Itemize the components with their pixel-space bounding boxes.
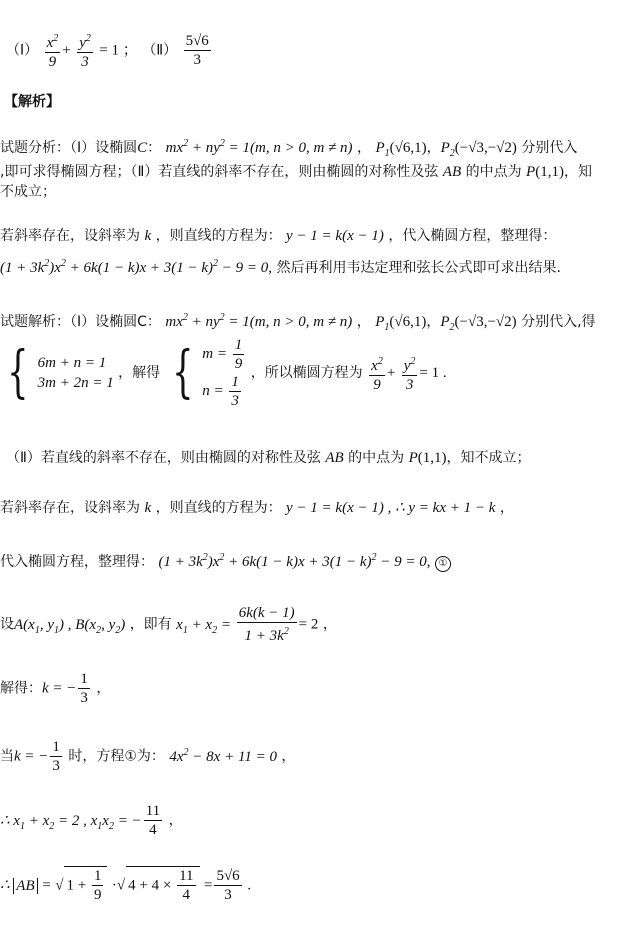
equation-tail: = 1 ； [99, 42, 138, 59]
solution-line-10: ∴ AB = √ 1 + $\frac{1}{9}$ ·√ 4 + 4 × $\frac{11}{4}$ = $\frac{5√6}{3}$ . [0, 868, 252, 903]
solution-line-6: 设$A(x_1$, $y_1$) , $B(x_2$, $y_2$) ，即有 $x_1 + x_2$ = $\frac{6k(k - 1)}{1 + 3k^2}$ = 2 ， [0, 605, 337, 644]
solution-line-8: 当k = − $\frac{1}{3}$ 时，方程①为： $4x^2 - 8x + 11 = 0$ ， [0, 739, 296, 774]
solution-line-7: 解得：k = − $\frac{1}{3}$ ， [0, 671, 111, 706]
solution-line-3: （Ⅱ）若直线的斜率不存在，则由椭圆的对称性及弦 AB 的中点为 P(1,1)，知不成立； [6, 450, 531, 466]
analysis-line-4: 若斜率存在，设斜率为 k ，则直线的方程为： y − 1 = k(x − 1) ，代入椭圆方程，整理得： [0, 228, 557, 244]
part2-label: （Ⅱ） [142, 42, 178, 59]
answer-fraction: $\frac{5√6}{3}$ [185, 33, 209, 68]
analysis-line-3: 不成立； [0, 184, 56, 200]
part1-label: （Ⅰ） [6, 42, 39, 59]
fraction: $\frac{y^2}{3}$ [77, 30, 93, 71]
answer-line: （Ⅰ） $\frac{x^2}{9}$ + $\frac{y^2}{3}$ = 1 ； （Ⅱ） $\frac{5√6}{3}$ [6, 30, 630, 71]
solution-line-5: 代入椭圆方程，整理得： $(1 + 3k^2)x^2 + 6k(1 - k)x + 3(1 - k)^2 - 9 = 0$, ① [0, 548, 630, 572]
section-heading: 【解析】 [4, 94, 60, 110]
analysis-line-2: ,即可求得椭圆方程；（Ⅱ）若直线的斜率不存在，则由椭圆的对称性及弦 AB 的中点为 P(1,1)，知 [0, 164, 592, 180]
solution-line-1: 试题解析：（Ⅰ）设椭圆C： $mx^2 + ny^2 = 1(m$, n > 0, m ≠ n) ， $P_1(√6,1)$，$P_2(-√3,-√2)$ 分别代入,得 [0, 312, 596, 333]
solution-line-9: ∴ $x_1 + x_2 = 2$ , $x_1x_2$ = − $\frac{11}{4}$ ， [0, 803, 183, 838]
fraction: $\frac{x^2}{9}$ [45, 30, 61, 71]
solution-line-4: 若斜率存在，设斜率为 k ，则直线的方程为： y − 1 = k(x − 1) , ∴ y = kx + 1 − k ， [0, 500, 514, 516]
solution-line-2: { 6m + n = 1 3m + 2n = 1 ，解得 { m = $\frac{1}{9}$ n = $\frac{1}{3}$ ，所以椭圆方程为 $\frac{x^2}{9}$ + $\frac{y^2}{3}$ = 1 . [7, 337, 447, 409]
analysis-line-5: $(1 + 3k^2)x^2 + 6k(1 - k)x + 3(1 - k)^2 - 9 = 0$, 然后再利用韦达定理和弦长公式即可求出结果. [0, 258, 561, 276]
analysis-line-1: 试题分析：（Ⅰ）设椭圆C： $mx^2 + ny^2 = 1(m$, n > 0, m ≠ n) ， $P_1(√6,1)$，$P_2(-√3,-√2)$ 分别代入 [0, 138, 578, 159]
